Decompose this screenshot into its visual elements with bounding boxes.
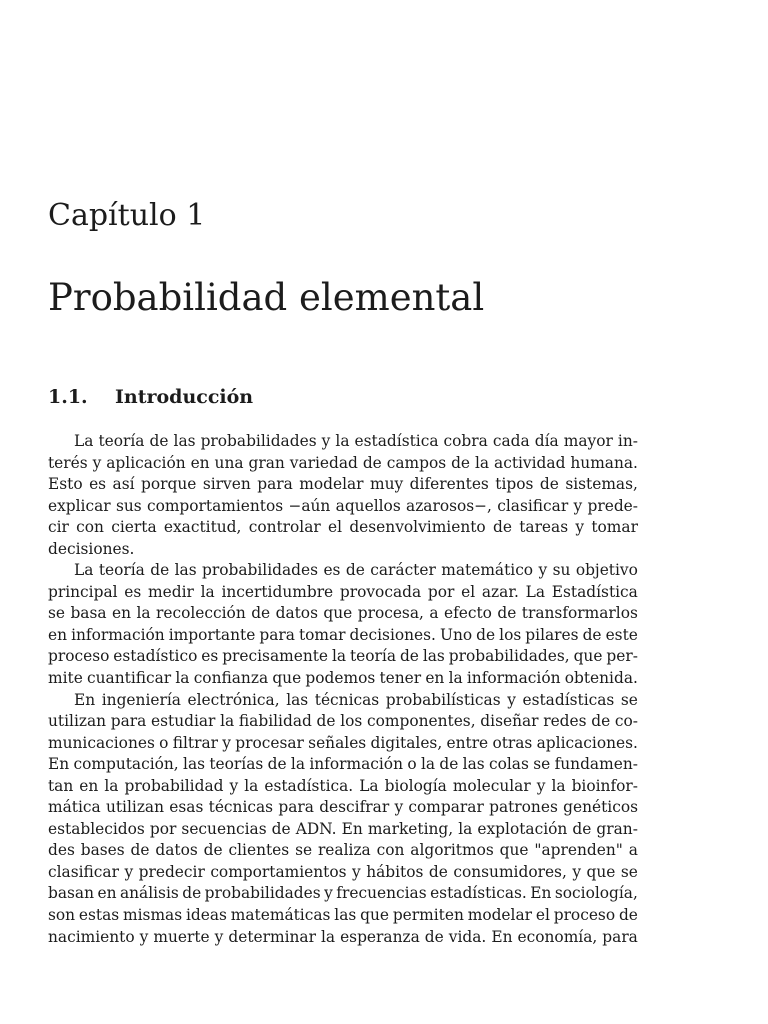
word: la [290, 755, 306, 774]
word: aplicaciones. [536, 733, 638, 752]
word: clasificar [48, 862, 119, 881]
word: y [572, 862, 582, 881]
word: de [582, 625, 602, 644]
text-line [48, 776, 638, 798]
word: estas [78, 906, 120, 925]
text-line [48, 754, 638, 776]
word: fiabilidad [238, 712, 312, 731]
word: obtenida. [564, 669, 638, 688]
word: muerte [153, 927, 210, 946]
text-line [48, 582, 638, 604]
word: mayor [563, 432, 613, 450]
word: tipos [495, 475, 534, 494]
word: genéticos [563, 798, 638, 817]
word: la [220, 712, 235, 731]
word: el [461, 582, 476, 601]
word: modelar [467, 906, 532, 925]
word: la [320, 927, 336, 946]
word: Esto [48, 475, 83, 494]
word: estudiar [151, 712, 216, 731]
word: la [458, 819, 473, 838]
word: y [92, 453, 102, 472]
word: teoría [98, 561, 145, 580]
word: la [104, 776, 119, 795]
word: que [272, 669, 302, 688]
word: una [214, 453, 244, 472]
word: y [575, 518, 585, 537]
word: la [448, 669, 463, 688]
word: las [173, 432, 196, 450]
word: electrónica, [187, 690, 280, 709]
word: porque [141, 475, 197, 494]
word: clasificar [497, 496, 569, 515]
word: proceso [553, 906, 616, 925]
word: tan [48, 776, 74, 795]
text-line [48, 905, 638, 927]
word: La [359, 776, 379, 795]
word: de [203, 841, 223, 860]
word: estadística. [264, 776, 354, 795]
text-line [48, 668, 638, 690]
word: importante [168, 625, 256, 644]
text-line [48, 927, 638, 949]
word: clientes [228, 841, 290, 860]
word: los [340, 712, 363, 731]
word: que [323, 604, 353, 623]
word: comportamientos [210, 862, 347, 881]
word: de [150, 561, 170, 580]
word: exactitud, [163, 518, 242, 537]
word: información [71, 625, 165, 644]
body-text [48, 431, 638, 948]
word: azar. [481, 582, 519, 601]
word: a [628, 841, 638, 860]
word: vida. [448, 927, 487, 946]
word: proceso [48, 647, 110, 666]
word: sirven [202, 475, 251, 494]
word: de [476, 625, 496, 644]
word: y [139, 927, 149, 946]
word: ideas [185, 906, 227, 925]
text-line [48, 474, 638, 496]
word: decisiones. [349, 625, 436, 644]
text-line [48, 840, 638, 862]
word: de [591, 712, 611, 731]
word: tomar [298, 625, 346, 644]
word: estadísticas. [430, 884, 527, 903]
word: transformarlos [521, 604, 638, 623]
word: gran- [596, 819, 638, 838]
word: sistemas, [565, 475, 638, 494]
word: la [244, 776, 259, 795]
word: computación, [73, 755, 179, 774]
word: es [124, 582, 142, 601]
word: matemático [441, 561, 534, 580]
word: variedad [289, 453, 358, 472]
word: de [149, 432, 169, 450]
word: redes [543, 712, 587, 731]
word: permiten [392, 906, 464, 925]
word: las [174, 561, 197, 580]
word: es [323, 561, 341, 580]
word: y [124, 862, 134, 881]
word: teoría [350, 647, 397, 666]
word: el [328, 518, 343, 537]
word: y [507, 690, 516, 709]
word: economía, [517, 927, 598, 946]
word: la [474, 453, 490, 472]
word: co- [614, 712, 638, 731]
word: efecto [443, 604, 492, 623]
word: para [278, 798, 314, 817]
word: de [618, 906, 638, 925]
word: de [451, 453, 471, 472]
word: estadístico [113, 647, 198, 666]
word: la [420, 755, 436, 774]
word: mite [48, 669, 83, 688]
word: realiza [317, 841, 371, 860]
word: bioinfor- [571, 776, 638, 795]
word: con [376, 841, 405, 860]
word: diseñar [480, 712, 539, 731]
text-line [48, 603, 638, 625]
word: se [620, 862, 638, 881]
word: probabilidades [200, 432, 317, 450]
word: in- [617, 432, 638, 450]
word: basa [70, 604, 107, 623]
word: de [130, 841, 150, 860]
word: información [466, 669, 561, 688]
word: la [335, 432, 350, 450]
word: se [533, 755, 551, 774]
word: recolección [156, 604, 246, 623]
text-line [48, 496, 638, 518]
word: aplicación [106, 453, 186, 472]
word: en [425, 669, 445, 688]
word: principal [48, 582, 118, 601]
chapter-label: Capítulo 1 [48, 198, 206, 233]
word: para [110, 712, 147, 731]
word: matemáticas [230, 906, 331, 925]
word: de [539, 475, 559, 494]
word: probabilidades [202, 561, 319, 580]
word: de [439, 755, 459, 774]
section-number: 1.1. [48, 386, 88, 408]
word: de [492, 518, 512, 537]
word: terés [48, 453, 88, 472]
word: y [214, 927, 224, 946]
word: En [74, 690, 96, 709]
word: de [182, 884, 202, 903]
word: de [428, 862, 448, 881]
word: precisamente [222, 647, 329, 666]
word: de [362, 453, 382, 472]
word: patrones [489, 798, 558, 817]
word: técnicas [208, 798, 274, 817]
word: −aún [288, 496, 331, 515]
word: marketing, [367, 819, 454, 838]
word: por [149, 819, 177, 838]
text-line [48, 797, 638, 819]
word: teorías [209, 755, 264, 774]
word: En [491, 927, 513, 946]
word: cir [48, 518, 69, 537]
text-line [48, 733, 638, 755]
word: teoría [98, 432, 145, 450]
word: mática [48, 798, 101, 817]
word: con [76, 518, 104, 537]
word: probabilidades [204, 884, 321, 903]
word: y [324, 884, 333, 903]
word: para [257, 475, 293, 494]
word: probabilísticas [385, 690, 501, 709]
text-line [48, 690, 638, 712]
word: desenvolvimiento [349, 518, 486, 537]
word: sociología, [554, 884, 638, 903]
text-line [48, 862, 638, 884]
word: la [551, 776, 566, 795]
word: municaciones [48, 733, 155, 752]
word: por [427, 582, 455, 601]
word: en [112, 604, 132, 623]
word: explicar [48, 496, 111, 515]
word: objetivo [575, 561, 638, 580]
word: la [175, 669, 190, 688]
word: el [535, 906, 550, 925]
word: de [271, 819, 291, 838]
word: las [334, 906, 357, 925]
word: actividad [494, 453, 566, 472]
word: per- [606, 647, 638, 666]
word: día [534, 432, 559, 450]
word: mismas [123, 906, 183, 925]
word: Estadística [551, 582, 638, 601]
word: análisis [119, 884, 179, 903]
word: probabilidad [124, 776, 224, 795]
word: y [394, 798, 404, 817]
word: cuantificar [87, 669, 172, 688]
word: en [79, 776, 99, 795]
word: estadística [354, 432, 439, 450]
word: pilares [525, 625, 579, 644]
word: muy [370, 475, 404, 494]
word: En [530, 884, 552, 903]
word: señales [308, 733, 367, 752]
word: de [267, 755, 287, 774]
word: para [259, 625, 295, 644]
word: ADN. [295, 819, 337, 838]
word: filtrar [172, 733, 218, 752]
text-line [48, 646, 638, 668]
word: y [538, 561, 548, 580]
word: procesa, [357, 604, 424, 623]
word: comparar [408, 798, 484, 817]
word: digitales, [370, 733, 443, 752]
word: las [286, 690, 309, 709]
word: predecir [138, 862, 205, 881]
text-line [48, 819, 638, 841]
word: y [321, 432, 331, 450]
word: la [331, 647, 347, 666]
word: frecuencias [336, 884, 427, 903]
word: información [309, 755, 403, 774]
section-title: Introducción [115, 386, 254, 408]
word: utilizan [48, 712, 107, 731]
word: o [159, 733, 169, 752]
word: consumidores, [453, 862, 567, 881]
word: carácter [370, 561, 436, 580]
word: tomar [591, 518, 638, 537]
word: colas [489, 755, 529, 774]
word: incertidumbre [221, 582, 334, 601]
word: de [345, 561, 365, 580]
word: bases [80, 841, 125, 860]
chapter-title: Probabilidad elemental [48, 276, 485, 319]
word: las [462, 755, 485, 774]
word: aquellos [335, 496, 401, 515]
word: Uno [439, 625, 473, 644]
word: estadísticas [522, 690, 615, 709]
text-line [48, 625, 638, 647]
word: o [407, 755, 417, 774]
word: prede- [587, 496, 638, 515]
word: descifrar [319, 798, 390, 817]
word: provocada [339, 582, 422, 601]
word: es [89, 475, 107, 494]
word: En [48, 755, 70, 774]
word: controlar [248, 518, 321, 537]
word: de [399, 647, 419, 666]
word: entre [446, 733, 489, 752]
word: ingeniería [101, 690, 181, 709]
word: datos [155, 841, 198, 860]
word: des [48, 841, 75, 860]
text-line [48, 539, 638, 561]
text-line [48, 883, 638, 905]
word: "aprenden" [534, 841, 623, 860]
word: modelar [299, 475, 364, 494]
word: basan [48, 884, 95, 903]
word: de [316, 712, 336, 731]
word: comportamientos [146, 496, 284, 515]
text-line [48, 711, 638, 733]
word: tener [379, 669, 422, 688]
word: se [295, 841, 313, 860]
word: los [499, 625, 522, 644]
text-line [48, 560, 638, 582]
word: La [74, 432, 94, 450]
word: cierta [111, 518, 157, 537]
word: utilizan [105, 798, 165, 817]
word: probabilidades, [448, 647, 570, 666]
section-heading [48, 384, 253, 410]
word: fundamen- [554, 755, 638, 774]
word: su [552, 561, 571, 580]
word: de [424, 927, 444, 946]
word: azarosos−, [406, 496, 492, 515]
text-line [48, 453, 638, 475]
word: así [112, 475, 135, 494]
word: y [229, 776, 239, 795]
word: humana. [570, 453, 638, 472]
word: se [48, 604, 66, 623]
word: establecidos [48, 819, 145, 838]
word: este [605, 625, 638, 644]
word: en [190, 453, 210, 472]
paragraph [48, 431, 638, 560]
paragraph [48, 690, 638, 949]
word: y [222, 733, 231, 752]
word: cobra [443, 432, 488, 450]
word: que [360, 906, 389, 925]
word: que [586, 862, 616, 881]
text-line [48, 517, 638, 539]
word: técnicas [314, 690, 380, 709]
word: esas [169, 798, 204, 817]
word: algoritmos [410, 841, 494, 860]
word: otras [492, 733, 533, 752]
word: secuencias [181, 819, 267, 838]
word: a [429, 604, 439, 623]
word: que [573, 647, 603, 666]
word: tareas [519, 518, 569, 537]
word: gran [248, 453, 285, 472]
word: determinar [228, 927, 316, 946]
word: la [200, 582, 215, 601]
word: molecular [452, 776, 531, 795]
word: y [573, 496, 583, 515]
word: son [48, 906, 76, 925]
word: componentes, [366, 712, 476, 731]
word: La [525, 582, 546, 601]
word: en [97, 884, 117, 903]
word: hábitos [366, 862, 424, 881]
word: confianza [193, 669, 269, 688]
word: explotación [477, 819, 568, 838]
word: las [422, 647, 445, 666]
word: esperanza [340, 927, 420, 946]
word: decisiones. [48, 539, 135, 558]
text-line [48, 431, 638, 453]
word: la [136, 604, 151, 623]
word: que [499, 841, 529, 860]
word: se [620, 690, 638, 709]
word: las [183, 755, 206, 774]
word: sus [115, 496, 142, 515]
word: y [536, 776, 546, 795]
word: y [352, 862, 361, 881]
word: es [201, 647, 219, 666]
word: para [602, 927, 638, 946]
word: datos [275, 604, 318, 623]
paragraph [48, 560, 638, 689]
word: de [251, 604, 271, 623]
word: procesar [235, 733, 304, 752]
word: de [572, 819, 592, 838]
word: podemos [305, 669, 376, 688]
word: diferentes [409, 475, 489, 494]
word: campos [386, 453, 447, 472]
word: de [497, 604, 517, 623]
word: biología [384, 776, 447, 795]
word: La [74, 561, 94, 580]
word: en [48, 625, 68, 644]
word: nacimiento [48, 927, 135, 946]
word: cada [492, 432, 530, 450]
word: En [341, 819, 363, 838]
word: medir [148, 582, 194, 601]
